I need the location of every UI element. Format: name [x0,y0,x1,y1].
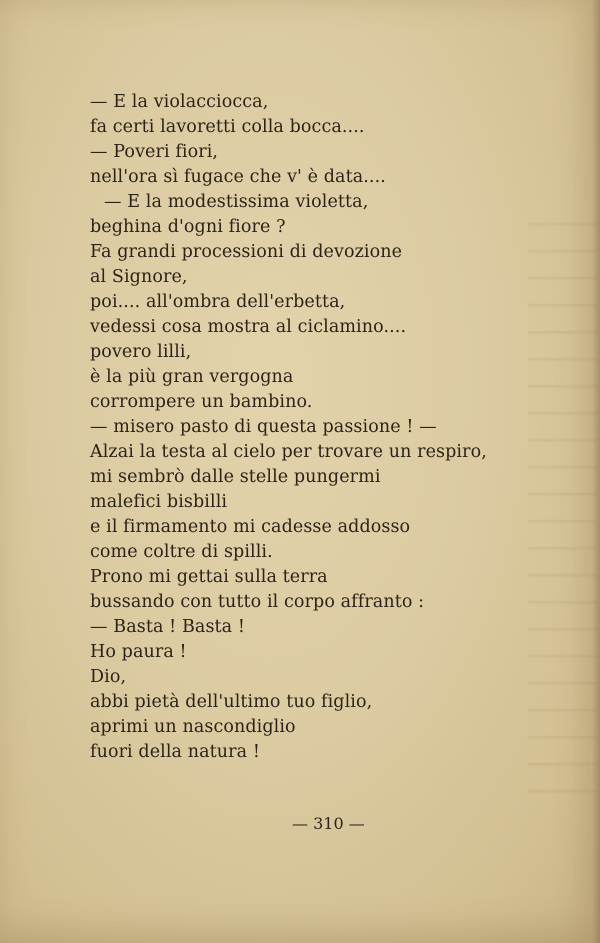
poem-line: poi.... all'ombra dell'erbetta, [90,292,346,312]
poem-line: è la più gran vergogna [90,367,294,387]
page-number: — 310 — [292,814,365,833]
poem-line: Ho paura ! [90,642,187,662]
poem-line: Fa grandi processioni di devozione [90,242,403,262]
poem-line: — Basta ! Basta ! [90,617,245,637]
poem-line: malefici bisbilli [90,492,228,512]
page-edge [592,0,600,943]
poem-line: bussando con tutto il corpo affranto : [90,592,425,612]
poem-line: al Signore, [90,267,188,287]
poem-line: abbi pietà dell'ultimo tuo figlio, [90,692,373,712]
poem-line: mi sembrò dalle stelle pungermi [90,467,381,487]
poem-line: nell'ora sì fugace che v' è data.... [90,167,386,187]
poem-line: — E la modestissima violetta, [104,192,369,212]
poem-line: — misero pasto di questa passione ! — [90,417,437,437]
poem-line: — E la violacciocca, [90,92,269,112]
show-through-text [528,200,598,800]
poem-line: Dio, [90,667,127,687]
poem-line: e il firmamento mi cadesse addosso [90,517,411,537]
poem-line: aprimi un nascondiglio [90,717,296,737]
poem-line: Alzai la testa al cielo per trovare un respiro, [90,442,487,462]
poem-line: — Poveri fiori, [90,142,219,162]
poem-line: povero lilli, [90,342,192,362]
poem-line: come coltre di spilli. [90,542,273,562]
poem-line: corrompere un bambino. [90,392,313,412]
poem-line: Prono mi gettai sulla terra [90,567,328,587]
poem-line: beghina d'ogni fiore ? [90,217,286,237]
poem-line: fa certi lavoretti colla bocca.... [90,117,365,137]
poem-line: fuori della natura ! [90,742,260,762]
poem-line: vedessi cosa mostra al ciclamino.... [90,317,407,337]
